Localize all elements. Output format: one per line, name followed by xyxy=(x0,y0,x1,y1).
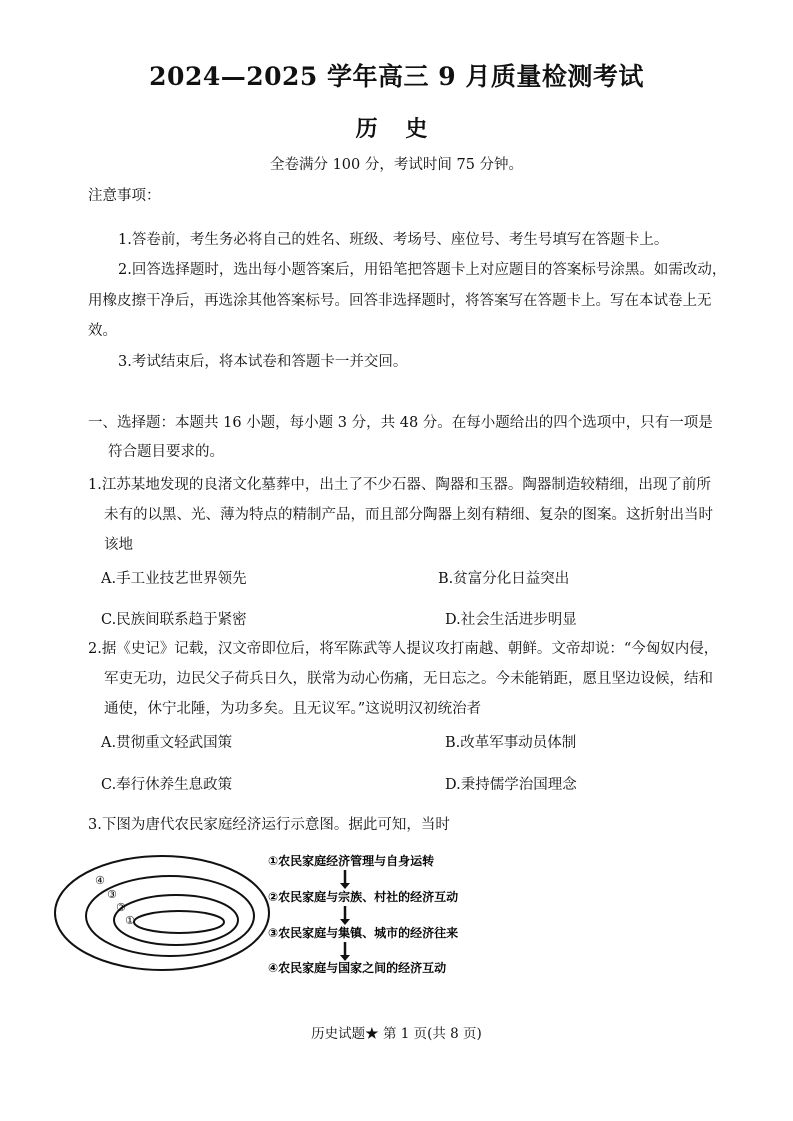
chain-step-3: ③农民家庭与集镇、城市的经济往来 xyxy=(268,926,459,940)
question-2-stem-line-1: 2.据《史记》记载，汉文帝即位后，将军陈武等人提议攻打南越、朝鲜。文帝却说：“今匈奴内侵， xyxy=(88,641,719,657)
chain-step-1: ①农民家庭经济管理与自身运转 xyxy=(268,854,435,868)
note-item-2-line-1: 2.回答选择题时，选出每小题答案后，用铅笔把答题卡上对应题目的答案标号涂黑。如需改动， xyxy=(118,262,727,278)
ring-label-4: ④ xyxy=(95,874,105,887)
section-1-instruction-cont: 符合题目要求的。 xyxy=(108,444,224,460)
chain-step-2: ②农民家庭与宗族、村社的经济互动 xyxy=(268,890,459,904)
question-2-stem-line-2: 军吏无功，边民父子荷兵日久，朕常为动心伤痛，无日忘之。今未能销距，愿且坚边设候，结和 xyxy=(104,671,713,687)
exam-title: 2024—2025 学年高三 9 月质量检测考试 xyxy=(149,62,644,91)
section-1-instruction: 一、选择题：本题共 16 小题，每小题 3 分，共 48 分。在每小题给出的四个选项中，只有一项是 xyxy=(88,415,713,431)
question-3-stem: 3.下图为唐代农民家庭经济运行示意图。据此可知，当时 xyxy=(88,817,450,833)
exam-info: 全卷满分 100 分，考试时间 75 分钟。 xyxy=(269,157,524,173)
question-1-option-d: D.社会生活进步明显 xyxy=(445,612,577,628)
note-item-3: 3.考试结束后，将本试卷和答题卡一并交回。 xyxy=(118,354,408,370)
chain-arrowhead-2 xyxy=(340,919,350,925)
notes-heading: 注意事项： xyxy=(88,188,161,204)
question-2-option-b: B.改革军事动员体制 xyxy=(445,735,577,751)
note-item-2-line-2: 用橡皮擦干净后，再选涂其他答案标号。回答非选择题时，将答案写在答题卡上。写在本试卷上无 xyxy=(88,293,712,309)
page-footer: 历史试题★ 第 1 页(共 8 页) xyxy=(311,1026,482,1042)
question-2-option-a: A.贯彻重文轻武国策 xyxy=(101,735,233,751)
question-1-option-b: B.贫富分化日益突出 xyxy=(438,571,570,587)
question-1-stem-line-3: 该地 xyxy=(104,537,133,553)
ring-label-1: ① xyxy=(125,914,135,927)
note-item-2-line-3: 效。 xyxy=(88,323,117,339)
question-1-stem-line-1: 1.江苏某地发现的良渚文化墓葬中，出土了不少石器、陶器和玉器。陶器制造较精细，出现了前所 xyxy=(88,477,711,493)
subject-title: 历 史 xyxy=(355,116,438,142)
question-1-option-c: C.民族间联系趋于紧密 xyxy=(101,612,247,628)
question-1-stem-line-2: 未有的以黑、光、薄为特点的精制产品，而且部分陶器上刻有精细、复杂的图案。这折射出当时 xyxy=(104,507,713,523)
ring-label-2: ② xyxy=(116,901,126,914)
ring-1 xyxy=(134,911,224,933)
chain-step-4: ④农民家庭与国家之间的经济互动 xyxy=(268,961,447,975)
chain-arrowhead-1 xyxy=(340,883,350,889)
question-2-option-d: D.秉持儒学治国理念 xyxy=(445,777,577,793)
economic-structure-diagram xyxy=(40,848,510,988)
question-2-stem-line-3: 通使，休宁北陲，为功多矣。且无议军。”这说明汉初统治者 xyxy=(104,701,482,717)
question-1-option-a: A.手工业技艺世界领先 xyxy=(101,571,247,587)
ring-label-3: ③ xyxy=(107,888,117,901)
note-item-1: 1.答卷前，考生务必将自己的姓名、班级、考场号、座位号、考生号填写在答题卡上。 xyxy=(118,232,669,248)
question-2-option-c: C.奉行休养生息政策 xyxy=(101,777,233,793)
